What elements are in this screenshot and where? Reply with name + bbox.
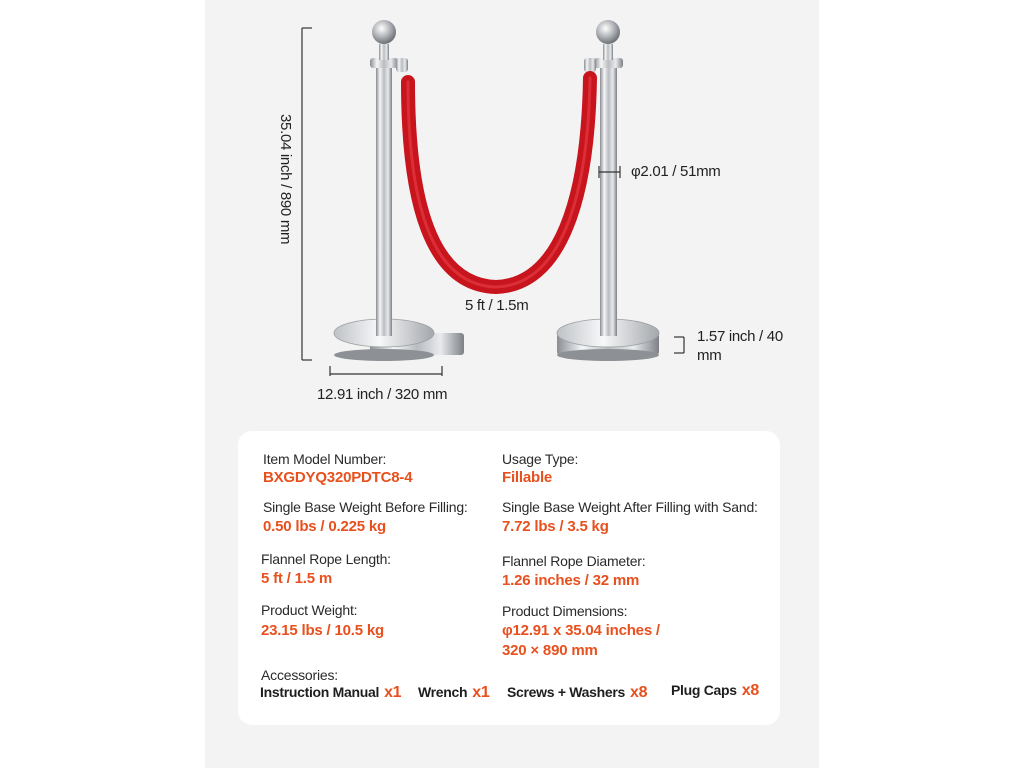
accessory-wrench: [418, 684, 490, 702]
rope-diameter-value: 1.26 inches / 32 mm: [502, 572, 640, 589]
pole-diameter-label: φ2.01 / 51mm: [631, 163, 721, 180]
product-dimensions-value-line2: 320 × 890 mm: [502, 642, 598, 659]
product-dimensions-label: Product Dimensions:: [502, 603, 628, 619]
accessory-screws-washers: [507, 684, 647, 702]
usage-type-value: Fillable: [502, 469, 553, 486]
velvet-rope: [408, 78, 590, 287]
accessory-qty: x8: [741, 682, 759, 699]
height-dimension-label: 35.04 inch / 890 mm: [277, 114, 294, 245]
accessory-name: Screws + Washers: [507, 684, 626, 700]
height-dimension-line: [302, 28, 312, 360]
product-weight-value: 23.15 lbs / 10.5 kg: [261, 622, 384, 639]
weight-before-value: 0.50 lbs / 0.225 kg: [263, 518, 386, 535]
weight-before-label: Single Base Weight Before Filling:: [263, 499, 468, 515]
rope-length-label: 5 ft / 1.5m: [465, 297, 529, 314]
base-width-dimension-line: [330, 366, 442, 376]
accessory-name: Instruction Manual: [260, 684, 380, 700]
accessory-plug-caps: [671, 682, 759, 700]
product-weight-label: Product Weight:: [261, 602, 358, 618]
base-diameter-label: 12.91 inch / 320 mm: [317, 386, 448, 403]
rope-diameter-label: Flannel Rope Diameter:: [502, 553, 646, 569]
accessory-name: Plug Caps: [671, 682, 737, 698]
accessories-label: Accessories:: [261, 667, 338, 683]
accessory-instruction-manual: [260, 684, 401, 702]
model-number-value: BXGDYQ320PDTC8-4: [263, 469, 413, 486]
accessory-qty: x1: [384, 684, 402, 701]
left-stanchion: [334, 20, 464, 361]
accessory-name: Wrench: [418, 684, 468, 700]
base-height-dimension-line: [674, 337, 684, 353]
model-number-label: Item Model Number:: [263, 451, 387, 467]
base-height-label: 1.57 inch / 40 mm: [697, 328, 783, 364]
weight-after-label: Single Base Weight After Filling with Sand:: [502, 499, 758, 515]
rope-length-spec-value: 5 ft / 1.5 m: [261, 570, 332, 587]
accessory-qty: x1: [472, 684, 490, 701]
usage-type-label: Usage Type:: [502, 451, 579, 467]
rope-length-spec-label: Flannel Rope Length:: [261, 551, 391, 567]
product-dimensions-value-line1: φ12.91 x 35.04 inches /: [502, 622, 660, 639]
accessory-qty: x8: [630, 684, 648, 701]
weight-after-value: 7.72 lbs / 3.5 kg: [502, 518, 609, 535]
